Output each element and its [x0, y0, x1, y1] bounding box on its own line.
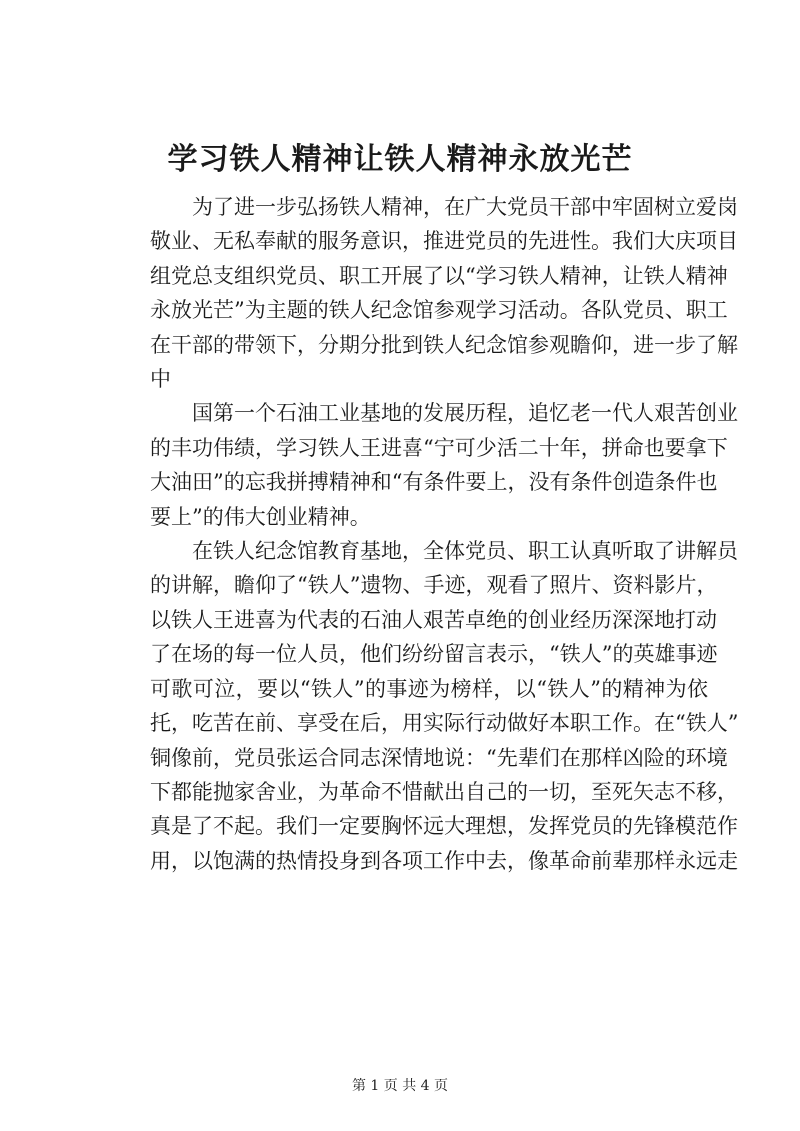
paragraph-line: 国第一个石油工业基地的发展历程，追忆老一代人艰苦创业: [192, 401, 738, 426]
paragraph-line: 敬业、无私奉献的服务意识，推进党员的先进性。我们大庆项目: [150, 229, 738, 254]
paragraph-line: 的丰功伟绩，学习铁人王进喜“宁可少活二十年，拼命也要拿下: [150, 435, 728, 460]
paragraph-3: [108, 534, 739, 878]
paragraph-line: 大油田”的忘我拼搏精神和“有条件要上，没有条件创造条件也: [150, 470, 718, 495]
paragraph-line: 永放光芒”为主题的铁人纪念馆参观学习活动。各队党员、职工: [150, 298, 728, 323]
page-footer: 第 1 页 共 4 页: [351, 1078, 449, 1094]
paragraph-line: 以铁人王进喜为代表的石油人艰苦卓绝的创业经历深深地打动: [150, 607, 717, 632]
document-body: [108, 190, 739, 878]
paragraph-line: 下都能抛家舍业，为革命不惜献出自己的一切，至死矢志不移，: [150, 779, 738, 804]
paragraph-line: 的讲解，瞻仰了“铁人”遗物、手迹，观看了照片、资料影片，: [150, 573, 718, 598]
paragraph-line: 在铁人纪念馆教育基地，全体党员、职工认真听取了讲解员: [192, 539, 738, 564]
paragraph-line: 为了进一步弘扬铁人精神，在广大党员干部中牢固树立爱岗: [192, 195, 738, 219]
paragraph-line: 用，以饱满的热情投身到各项工作中去，像革命前辈那样永远走: [150, 848, 738, 873]
paragraph-line: 真是了不起。我们一定要胸怀远大理想，发挥党员的先锋模范作: [150, 814, 738, 839]
paragraph-line: 要上”的伟大创业精神。: [150, 504, 371, 529]
paragraph-line: 组党总支组织党员、职工开展了以“学习铁人精神，让铁人精神: [150, 263, 728, 288]
paragraph-line: 中: [150, 367, 171, 392]
page-title: 学习铁人精神让铁人精神永放光芒: [167, 142, 633, 177]
paragraph-2: [108, 396, 738, 534]
paragraph-line: 在干部的带领下，分期分批到铁人纪念馆参观瞻仰，进一步了解: [150, 332, 738, 357]
paragraph-line: 托，吃苦在前、享受在后，用实际行动做好本职工作。在“铁人”: [150, 711, 739, 736]
paragraph-line: 可歌可泣，要以“铁人”的事迹为榜样，以“铁人”的精神为依: [150, 676, 708, 701]
paragraph-1: [108, 190, 738, 396]
paragraph-line: 了在场的每一位人员，他们纷纷留言表示，“铁人”的英雄事迹: [150, 642, 718, 667]
paragraph-line: 铜像前，党员张运合同志深情地说：“先辈们在那样凶险的环境: [150, 745, 728, 770]
